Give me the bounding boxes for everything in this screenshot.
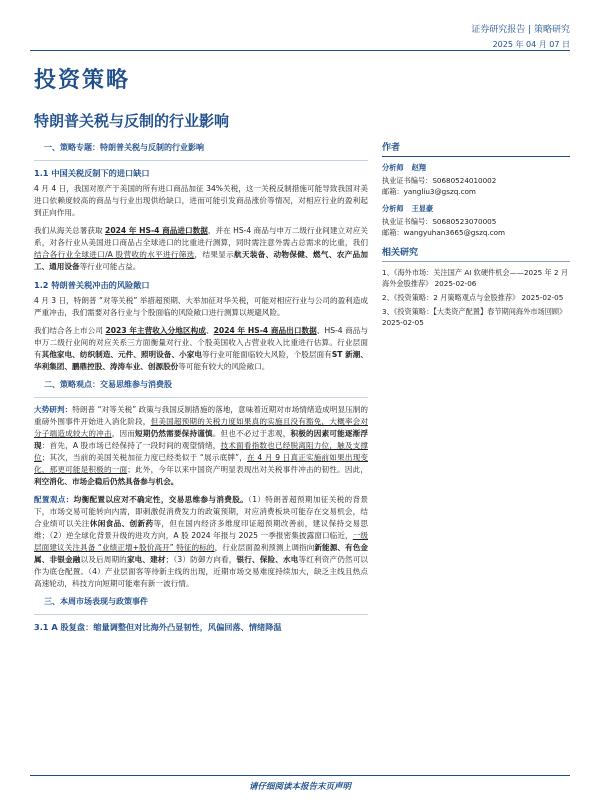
- text-run: ST 新潮、华利集团、鹏鼎控股、涛涛车业、创源股份: [34, 350, 369, 371]
- text-run: 技术面看指数也已经脱离阻力位，触及支撑位: [34, 441, 369, 462]
- doc-title: 投资策略: [34, 68, 131, 93]
- report-header: [471, 22, 570, 50]
- paragraph: [34, 404, 368, 488]
- paragraph: [34, 494, 368, 590]
- text-run: 积极的因素可能逐渐浮现: [34, 429, 369, 450]
- author-name-row: [382, 203, 570, 214]
- related-item[interactable]: 1、《海外市场：关注国产 AI 软硬件机会——2025 年 2 月海外金股推荐》 2025-02-06: [382, 268, 569, 288]
- text-run: ，因而: [111, 429, 136, 438]
- text-run: 大势研判：: [34, 405, 73, 414]
- related-item[interactable]: 2、《投资策略：2 月策略观点与金股推荐》 2025-02-05: [382, 293, 564, 302]
- text-run: 均衡配置以应对不确定性，交易思维参与消费股。: [73, 495, 249, 504]
- report-subtitle: 特朗普关税与反制的行业影响: [34, 112, 230, 130]
- text-run: 等行业可能占益。: [79, 262, 141, 271]
- main-content: [34, 142, 368, 637]
- text-run: 休闲食品、创新药: [89, 519, 154, 528]
- author-cert: 执业证书编号：S0680524010002: [382, 176, 497, 185]
- section-divider: [34, 614, 368, 615]
- text-run: 配置观点：: [34, 495, 74, 504]
- text-run: 家电、建材: [126, 555, 166, 564]
- author-email: 邮箱：wangyuhan3665@gszq.com: [382, 228, 506, 237]
- text-run: 、HS-4 商品与申万二级行业间的对应关系三方面衡量对行业、个股美国收入占营业收入比重进行估算。行业层面有: [34, 326, 369, 359]
- text-run: 银行、保险、水电: [236, 555, 299, 564]
- text-run: 、: [205, 326, 214, 335]
- text-run: （1）特朗普超预期加征关税的背景下，市场交易可能转向内需，即刺激促消费发力的政策预期，对应消费板块可能存在交易机会，结合业绩可以关注: [34, 495, 369, 528]
- text-run: 我们结合各上市公司: [34, 326, 106, 335]
- text-run: 以及后周期的: [80, 555, 127, 564]
- author-role: 分析师: [382, 204, 404, 213]
- report-category: 证券研究报告 | 策略研究: [471, 25, 570, 35]
- text-run: 一级层面建议关注具备 “业绩正增+股价高开” 特征的标的: [34, 531, 368, 552]
- text-run: ：首先，A 股市场已经保持了一段时间的观望情绪，: [41, 441, 221, 450]
- related-research-heading: 相关研究: [382, 248, 570, 262]
- text-run: 新能源、有色金属、非银金融: [34, 543, 369, 564]
- author-name: 赵翔: [411, 163, 426, 172]
- text-run: 。但也不必过于悲观，: [212, 429, 291, 438]
- text-run: ，结果显示: [194, 250, 235, 259]
- paragraph: [34, 225, 368, 273]
- subsection-heading: 3.1 A 股复盘：缩量调整但对比海外凸显韧性，风偏回落、情绪降温: [34, 622, 282, 632]
- text-run: ；（3）防御方向看，: [165, 555, 237, 564]
- footer-divider: [30, 775, 570, 776]
- text-run: 利空消化、市场企稳后仍然具备参与机会。: [34, 477, 179, 486]
- text-run: 2024 年 HS-4 商品出口数据: [213, 326, 317, 335]
- authors-heading: 作者: [382, 143, 570, 157]
- text-run: 但美国超预期的关税力度如果真的实施且没有豁免，大概率会对分子端造成较大的冲击: [34, 417, 369, 438]
- text-run: 等红利资产仍然可以作为底仓配置。（4）产业层面客等待新主线的出现，近期市场交易难度持续加大，缺乏主线且热点高速轮动，科技方向短期可能难有新一波行情。: [34, 555, 369, 588]
- paragraph: 4 月 3 日，特朗普 “对等关税” 举措超预期、大举加征对华关税，可能对相应行业与公司的盈利造成严重冲击，我们需要对各行业与个股面临的风险敞口进行测算以规避风险。: [34, 296, 368, 317]
- section-heading: 一、策略专题：特朗普关税与反制的行业影响: [44, 143, 204, 152]
- section-heading: 三、本周市场表现与政策事件: [44, 597, 148, 606]
- text-run: 等可能有较大的风险敞口。: [178, 362, 270, 371]
- author-role: 分析师: [382, 163, 404, 172]
- text-run: 2024 年 HS-4 商品进口数据: [105, 226, 208, 235]
- report-date: 2025 年 04 月 07 日: [492, 40, 570, 49]
- sidebar: [382, 143, 570, 331]
- author-name: 王显豪: [411, 204, 434, 213]
- text-run: ；此外，今年以来中国资产明显表现出对关税事件冲击的韧性。因此，: [127, 465, 369, 474]
- text-run: 2023 年主营收入分地区构成: [105, 326, 206, 335]
- text-run: 结合各行业全球进口/A 股营收的水平进行筛选: [34, 250, 195, 259]
- text-run: 短期仍然需要保持谨慎: [135, 429, 213, 438]
- section-divider: [34, 397, 368, 398]
- author-cert: 执业证书编号：S0680523070005: [382, 217, 497, 226]
- text-run: 其他家电、纺织制造、元件、照明设备、小家电: [41, 350, 202, 359]
- text-run: 在 4 月 9 日真正实施前如果出现变化，那更可能是积极的一面: [34, 453, 368, 474]
- section-divider: [34, 160, 368, 161]
- text-run: 特朗普 “对等关税” 政策与我国反制措施的落地，意味着近期对市场情绪造成明显压制的重磅外围事件开始进入消化阶段，: [34, 405, 369, 426]
- text-run: 等，但在国内经济多维度印证超预期改善前，建议保持交易思维；（2）逆全球化背景升级的进攻方向，A 股 2024 年报与 2025 一季报密集披露窗口临近，: [34, 519, 369, 540]
- related-item[interactable]: 3、《投资策略：【大类资产配置】春节期间海外市场回顾》 2025-02-05: [382, 307, 567, 327]
- section-heading: 二、策略观点：交易思维参与消费股: [44, 380, 172, 389]
- text-run: ，并在 HS-4 商品与申万二级行业间建立对应关系，对各行业从美国进口商品占全球进口的比重进行测算，同时需注意外需占总需求的比重，我们: [34, 226, 368, 247]
- text-run: 航天装备、动物保健、燃气、农产品加工、通用设备: [34, 250, 369, 271]
- text-run: ；其次，当前的美国关税加征力度已经类似于 “展示底牌”，: [41, 453, 248, 462]
- paragraph: [34, 325, 368, 373]
- author-name-row: [382, 162, 570, 173]
- footer-disclaimer: 请仔细阅读本报告末页声明: [248, 782, 351, 792]
- text-run: 我们从海关总署获取: [34, 226, 106, 235]
- paragraph: 4 月 4 日，我国对原产于美国的所有进口商品加征 34%关税，这一关税反制措施可能导致我国对美进口依赖度较高的商品与行业出现供给缺口，进而可能引发商品涨价等情况，对相应行业的盈利起到正向作用。: [34, 184, 368, 217]
- subsection-heading: 1.2 特朗普关税冲击的风险敞口: [34, 280, 150, 290]
- text-run: 等行业可能面临较大风险，个股层面有: [202, 350, 332, 359]
- header-divider: [30, 50, 570, 51]
- text-run: ，行业层面盈利预测上调指向: [214, 543, 315, 552]
- author-email: 邮箱：yangliu3@gszq.com: [382, 187, 476, 196]
- subsection-heading: 1.1 中国关税反制下的进口缺口: [34, 168, 150, 178]
